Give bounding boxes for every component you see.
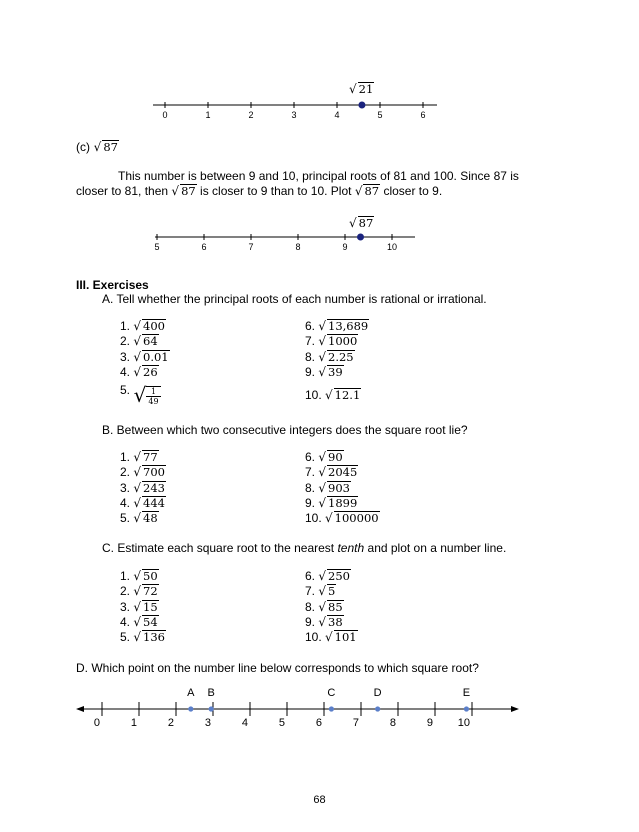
radical-sign: √ (133, 319, 141, 333)
radicand: 26 (143, 364, 158, 379)
exercise-c-instructions: C. Estimate each square root to the nearest tenth and plot on a number line. (102, 541, 507, 555)
item-number: 3. (120, 599, 134, 614)
tick-label: 5 (278, 717, 285, 729)
page-number: 68 (313, 794, 326, 806)
exercise-a-instructions: A. Tell whether the principal roots of each number is rational or irrational. (102, 292, 487, 306)
exercise-item (120, 334, 159, 348)
radicand: 243 (143, 480, 165, 495)
tick-label: 1 (205, 110, 211, 120)
point-label-a: A (187, 687, 195, 699)
item-number: 3. (120, 480, 134, 495)
radicand: 77 (143, 450, 158, 464)
radical-sign: √ (318, 364, 326, 379)
radicand: 38 (328, 614, 343, 629)
exercise-item (305, 365, 344, 379)
exercises-heading: III. Exercises (76, 278, 149, 292)
exercise-item (305, 350, 355, 364)
exercise-item (305, 569, 351, 583)
radical-sign: √ (133, 569, 141, 583)
tick-label: 8 (389, 717, 396, 729)
explanation-line-1: This number is between 9 and 10, principal roots of 81 and 100. Since 87 is (118, 169, 519, 183)
exercise-item (120, 465, 166, 479)
radicand: 5 (328, 584, 336, 599)
exercise-b-instructions: B. Between which two consecutive integers does the square root lie? (102, 423, 468, 437)
tick-label: 0 (162, 110, 168, 120)
exercise-item (305, 496, 358, 510)
radical-sign: √ (133, 511, 141, 526)
exercise-item (120, 569, 159, 583)
tick-label: 10 (386, 242, 398, 252)
item-number: 9. (305, 364, 319, 379)
radicand: 39 (328, 364, 343, 379)
radicand: 0.01 (143, 349, 169, 364)
radicand: 64 (143, 334, 158, 349)
arrow-right-icon (511, 706, 519, 712)
radical-sign: √ (318, 319, 326, 333)
exercise-item (305, 450, 344, 464)
radicand: 250 (328, 569, 350, 583)
point-c (329, 706, 334, 711)
tick-label: 1 (130, 717, 137, 729)
item-number: 10. (305, 511, 326, 526)
point-label-b: B (207, 687, 215, 699)
radical-sign: √ (318, 334, 326, 349)
exercise-item (120, 584, 159, 598)
exercise-item (305, 584, 336, 598)
radical-sign: √ (133, 495, 141, 510)
radical-sign: √ (133, 630, 141, 645)
exercise-item (305, 511, 380, 525)
radical-sign: √ (318, 349, 326, 364)
item-number: 7. (305, 334, 319, 349)
exercise-item (305, 630, 358, 644)
exercise-item (305, 615, 344, 629)
radicand: 90 (328, 450, 343, 464)
arrow-left-icon (76, 706, 84, 712)
radical-sign: √ (318, 480, 326, 495)
radicand: 12.1 (334, 388, 361, 402)
tick-label: 6 (315, 717, 322, 729)
tick-label: 0 (93, 717, 100, 729)
exercise-item (305, 600, 344, 614)
item-number: 3. (120, 349, 134, 364)
tick-label: 5 (377, 110, 383, 120)
point-b (209, 706, 214, 711)
radicand: 2.25 (328, 349, 354, 364)
exercise-item (120, 511, 159, 525)
radical-sign: √ (325, 511, 333, 526)
point-sqrt-21 (358, 102, 365, 109)
exercise-item (305, 388, 361, 402)
item-number: 2. (120, 584, 134, 599)
item-number: 10. (305, 630, 326, 645)
tick-label: 2 (167, 717, 174, 729)
radicand: 50 (143, 569, 158, 583)
item-number: 8. (305, 480, 319, 495)
point-label-e: E (462, 687, 471, 699)
radicand: 1000 (328, 334, 358, 349)
radical-sign: √ (133, 584, 141, 599)
tick-label: 6 (420, 110, 426, 120)
exercise-a-item-5: 5. √ $\frac{1}{49}$ (120, 383, 159, 407)
radicand: 2045 (328, 465, 358, 480)
radicand: 85 (328, 599, 343, 614)
tick-label: 3 (291, 110, 297, 120)
item-number: 2. (120, 465, 134, 480)
radical-sign: √ (133, 450, 141, 464)
radical-sign: √ (318, 450, 326, 464)
exercise-item (120, 319, 166, 333)
tick-label: 9 (342, 242, 348, 252)
radicand: 903 (328, 480, 350, 495)
point-sqrt-87 (357, 234, 364, 241)
radical-sign: √ (318, 495, 326, 510)
number-line-1-label: √ 21 (349, 82, 374, 96)
item-number: 4. (120, 364, 134, 379)
radical-sign: √ (318, 465, 326, 480)
item-number: 10. (305, 388, 326, 402)
item-number: 4. (120, 495, 134, 510)
radical-sign: √ (318, 569, 326, 583)
radical-sign: √ (325, 630, 333, 645)
radical-sign: √ (318, 599, 326, 614)
item-number: 7. (305, 584, 319, 599)
number-line-1 (140, 78, 450, 128)
item-number: 9. (305, 495, 319, 510)
item-number: 7. (305, 465, 319, 480)
tick-label: 6 (201, 242, 207, 252)
exercise-item (305, 481, 351, 495)
exercise-item (305, 319, 369, 333)
explanation-line-2: closer to 81, then √ 87 is closer to 9 than to 10. Plot √ 87 closer to 9. (76, 184, 443, 198)
tick-label: 2 (248, 110, 254, 120)
number-line-2-label: √ 87 (349, 216, 374, 230)
exercise-item (120, 600, 159, 614)
item-number: 1. (120, 450, 134, 464)
radicand: 100000 (334, 511, 379, 526)
radical-sign: √ (133, 334, 141, 349)
exercise-item (120, 450, 159, 464)
item-number: 8. (305, 349, 319, 364)
number-line-2 (140, 214, 430, 259)
point-d (375, 706, 380, 711)
radicand: 48 (143, 511, 158, 526)
radical-sign: √ (318, 614, 326, 629)
item-number: 5. (120, 511, 134, 526)
tick-label: 5 (154, 242, 160, 252)
radical-sign: √ (133, 614, 141, 629)
item-number: 1. (120, 569, 134, 583)
radical-sign: √ (133, 465, 141, 480)
radicand: 101 (334, 630, 357, 645)
radicand: 700 (143, 465, 165, 480)
item-number: 6. (305, 569, 319, 583)
radicand: 15 (143, 599, 158, 614)
point-label-d: D (373, 687, 382, 699)
tick-label: 4 (334, 110, 340, 120)
radicand: 13,689 (328, 319, 369, 333)
tick-label: 9 (426, 717, 433, 729)
radicand: 400 (143, 319, 165, 333)
point-e (464, 706, 469, 711)
exercise-item (305, 334, 358, 348)
radical-sign: √ (325, 388, 333, 402)
part-c-label: (c) √ 87 (76, 140, 118, 154)
exercise-d-instructions: D. Which point on the number line below corresponds to which square root? (76, 661, 479, 675)
item-number: 9. (305, 614, 319, 629)
item-number: 2. (120, 334, 134, 349)
point-label-c: C (327, 687, 336, 699)
item-number: 4. (120, 614, 134, 629)
radical-sign: √ (133, 364, 141, 379)
exercise-item (120, 630, 166, 644)
item-number: 5. (120, 630, 134, 645)
exercise-item (305, 465, 358, 479)
radical-sign: √ (133, 599, 141, 614)
tick-label: 7 (248, 242, 254, 252)
exercise-item (120, 481, 166, 495)
item-number: 1. (120, 319, 134, 333)
radicand: 72 (143, 584, 158, 599)
radicand: 136 (143, 630, 165, 645)
radical-sign: √ (318, 584, 326, 599)
tick-label: 3 (204, 717, 211, 729)
tick-label: 10 (457, 717, 470, 729)
exercise-item (120, 350, 170, 364)
exercise-item (120, 615, 159, 629)
radicand: 444 (143, 495, 165, 510)
radicand: 1899 (328, 495, 358, 510)
exercise-item (120, 365, 159, 379)
item-number: 8. (305, 599, 319, 614)
exercise-item (120, 496, 166, 510)
tick-label: 4 (241, 717, 248, 729)
radical-sign: √ (133, 480, 141, 495)
tick-label: 7 (352, 717, 359, 729)
tick-label: 8 (295, 242, 301, 252)
radicand: 54 (143, 614, 158, 629)
number-line-d (70, 680, 530, 730)
item-number: 6. (305, 319, 319, 333)
radical-sign: √ (133, 349, 141, 364)
item-number: 6. (305, 450, 319, 464)
point-a (188, 706, 193, 711)
